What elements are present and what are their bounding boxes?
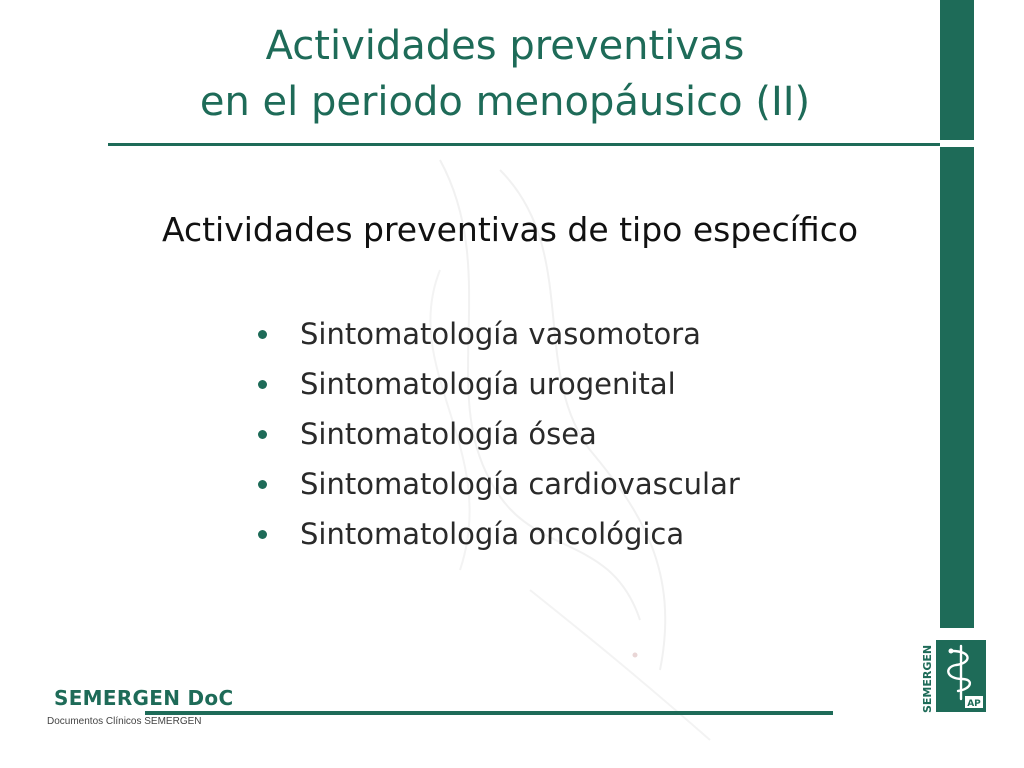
- bullet-dot-icon: [258, 330, 267, 339]
- logo-badge: AP: [967, 699, 981, 709]
- footer-subtitle: Documentos Clínicos SEMERGEN: [47, 716, 202, 727]
- bullet-dot-icon: [258, 380, 267, 389]
- bullet-label: Sintomatología oncológica: [300, 517, 685, 551]
- logo-text: SEMERGEN: [921, 644, 934, 713]
- bullet-dot-icon: [258, 530, 267, 539]
- semergen-logo: [920, 637, 990, 715]
- bullet-item: [258, 309, 740, 359]
- bullet-item: [258, 409, 740, 459]
- bullet-label: Sintomatología ósea: [300, 417, 597, 451]
- bullet-label: Sintomatología urogenital: [300, 367, 676, 401]
- title-line-1: Actividades preventivas: [265, 23, 745, 69]
- title-divider: [108, 143, 940, 146]
- right-accent-bar-top: [940, 0, 974, 140]
- bullet-label: Sintomatología vasomotora: [300, 317, 701, 351]
- bullet-item: [258, 459, 740, 509]
- title-line-2: en el periodo menopáusico (II): [199, 79, 811, 125]
- right-accent-bar-bottom: [940, 147, 974, 628]
- section-subtitle: Actividades preventivas de tipo específico: [161, 210, 859, 249]
- page-title: [100, 18, 910, 130]
- bullet-item: [258, 359, 740, 409]
- bullet-item: [258, 509, 740, 559]
- bullet-dot-icon: [258, 480, 267, 489]
- bullet-list: [258, 309, 740, 559]
- footer-divider: [145, 711, 833, 715]
- bullet-label: Sintomatología cardiovascular: [300, 467, 740, 501]
- footer-brand: SEMERGEN DoC: [54, 686, 234, 710]
- bullet-dot-icon: [258, 430, 267, 439]
